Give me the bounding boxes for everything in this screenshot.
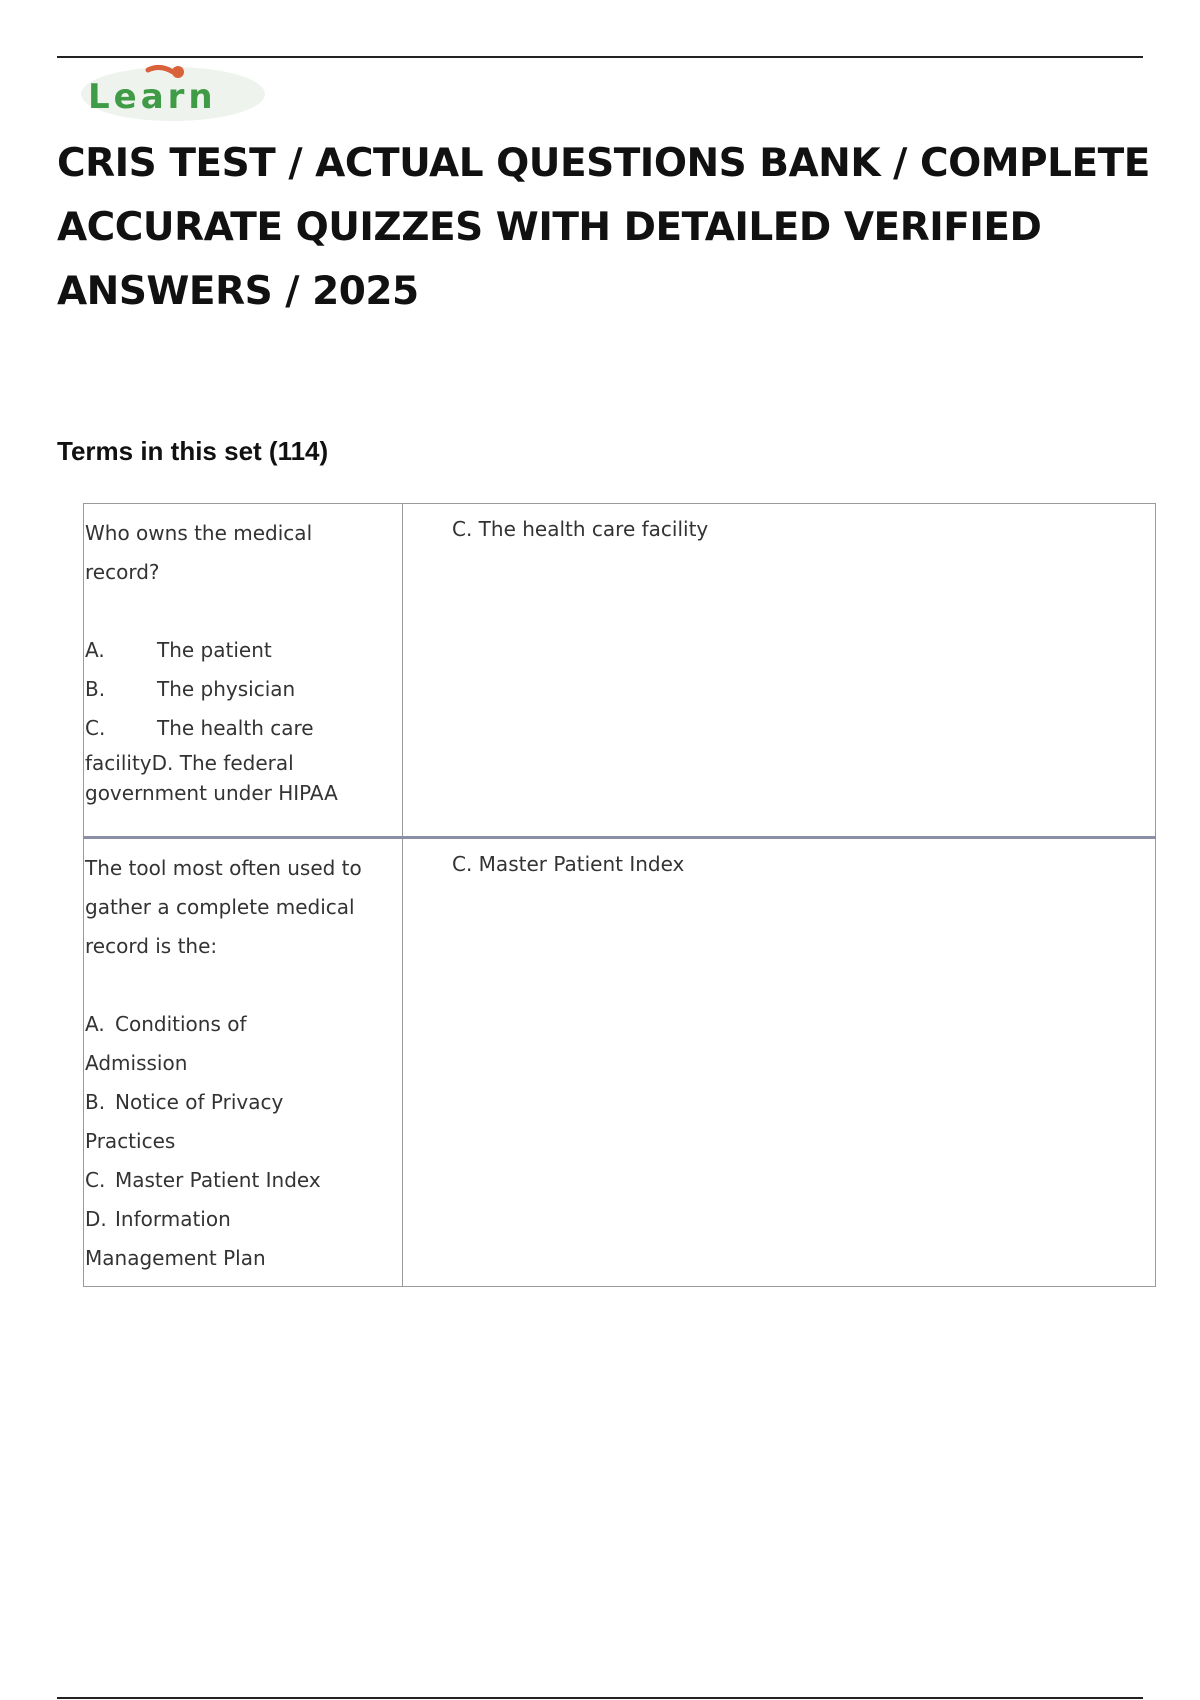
answer-option: B. The physician xyxy=(85,677,296,701)
terms-table xyxy=(83,503,1156,1287)
question-line: record? xyxy=(85,560,160,584)
answer-option: C. The health care xyxy=(85,716,314,740)
question-cell xyxy=(84,504,403,838)
page-title: CRIS TEST / ACTUAL QUESTIONS BANK / COMPLETE ACCURATE QUIZZES WITH DETAILED VERIFIED ANSWERS / 2025 xyxy=(57,141,1150,314)
question-line: gather a complete medical xyxy=(85,895,355,919)
table-row xyxy=(84,504,1156,838)
answer-option: C. Master Patient Index xyxy=(85,1168,321,1192)
answer-option: A. Conditions of xyxy=(85,1012,247,1036)
learn-logo-icon xyxy=(78,62,268,124)
question-line: The tool most often used to xyxy=(85,856,362,880)
answer-option-continuation: facilityD. The federal xyxy=(85,751,294,775)
answer-text: C. Master Patient Index xyxy=(452,852,685,876)
terms-heading: Terms in this set (114) xyxy=(57,436,329,466)
question-cell xyxy=(84,838,403,1287)
question-line: Who owns the medical xyxy=(85,521,313,545)
answer-text: C. The health care facility xyxy=(452,517,709,541)
answer-option: A. The patient xyxy=(85,638,272,662)
answer-option: D. Information xyxy=(85,1207,231,1231)
question-line: record is the: xyxy=(85,934,218,958)
answer-option-continuation: Admission xyxy=(85,1051,188,1075)
top-rule xyxy=(57,56,1143,58)
answer-option: B. Notice of Privacy xyxy=(85,1090,284,1114)
logo-text: Learn xyxy=(88,77,217,117)
answer-cell xyxy=(403,838,1156,1287)
bottom-rule xyxy=(57,1697,1143,1699)
answer-option-continuation: Practices xyxy=(85,1129,176,1153)
answer-cell xyxy=(403,504,1156,838)
answer-option-continuation: government under HIPAA xyxy=(85,781,338,805)
table-row xyxy=(84,838,1156,1287)
answer-option-continuation: Management Plan xyxy=(85,1246,266,1270)
